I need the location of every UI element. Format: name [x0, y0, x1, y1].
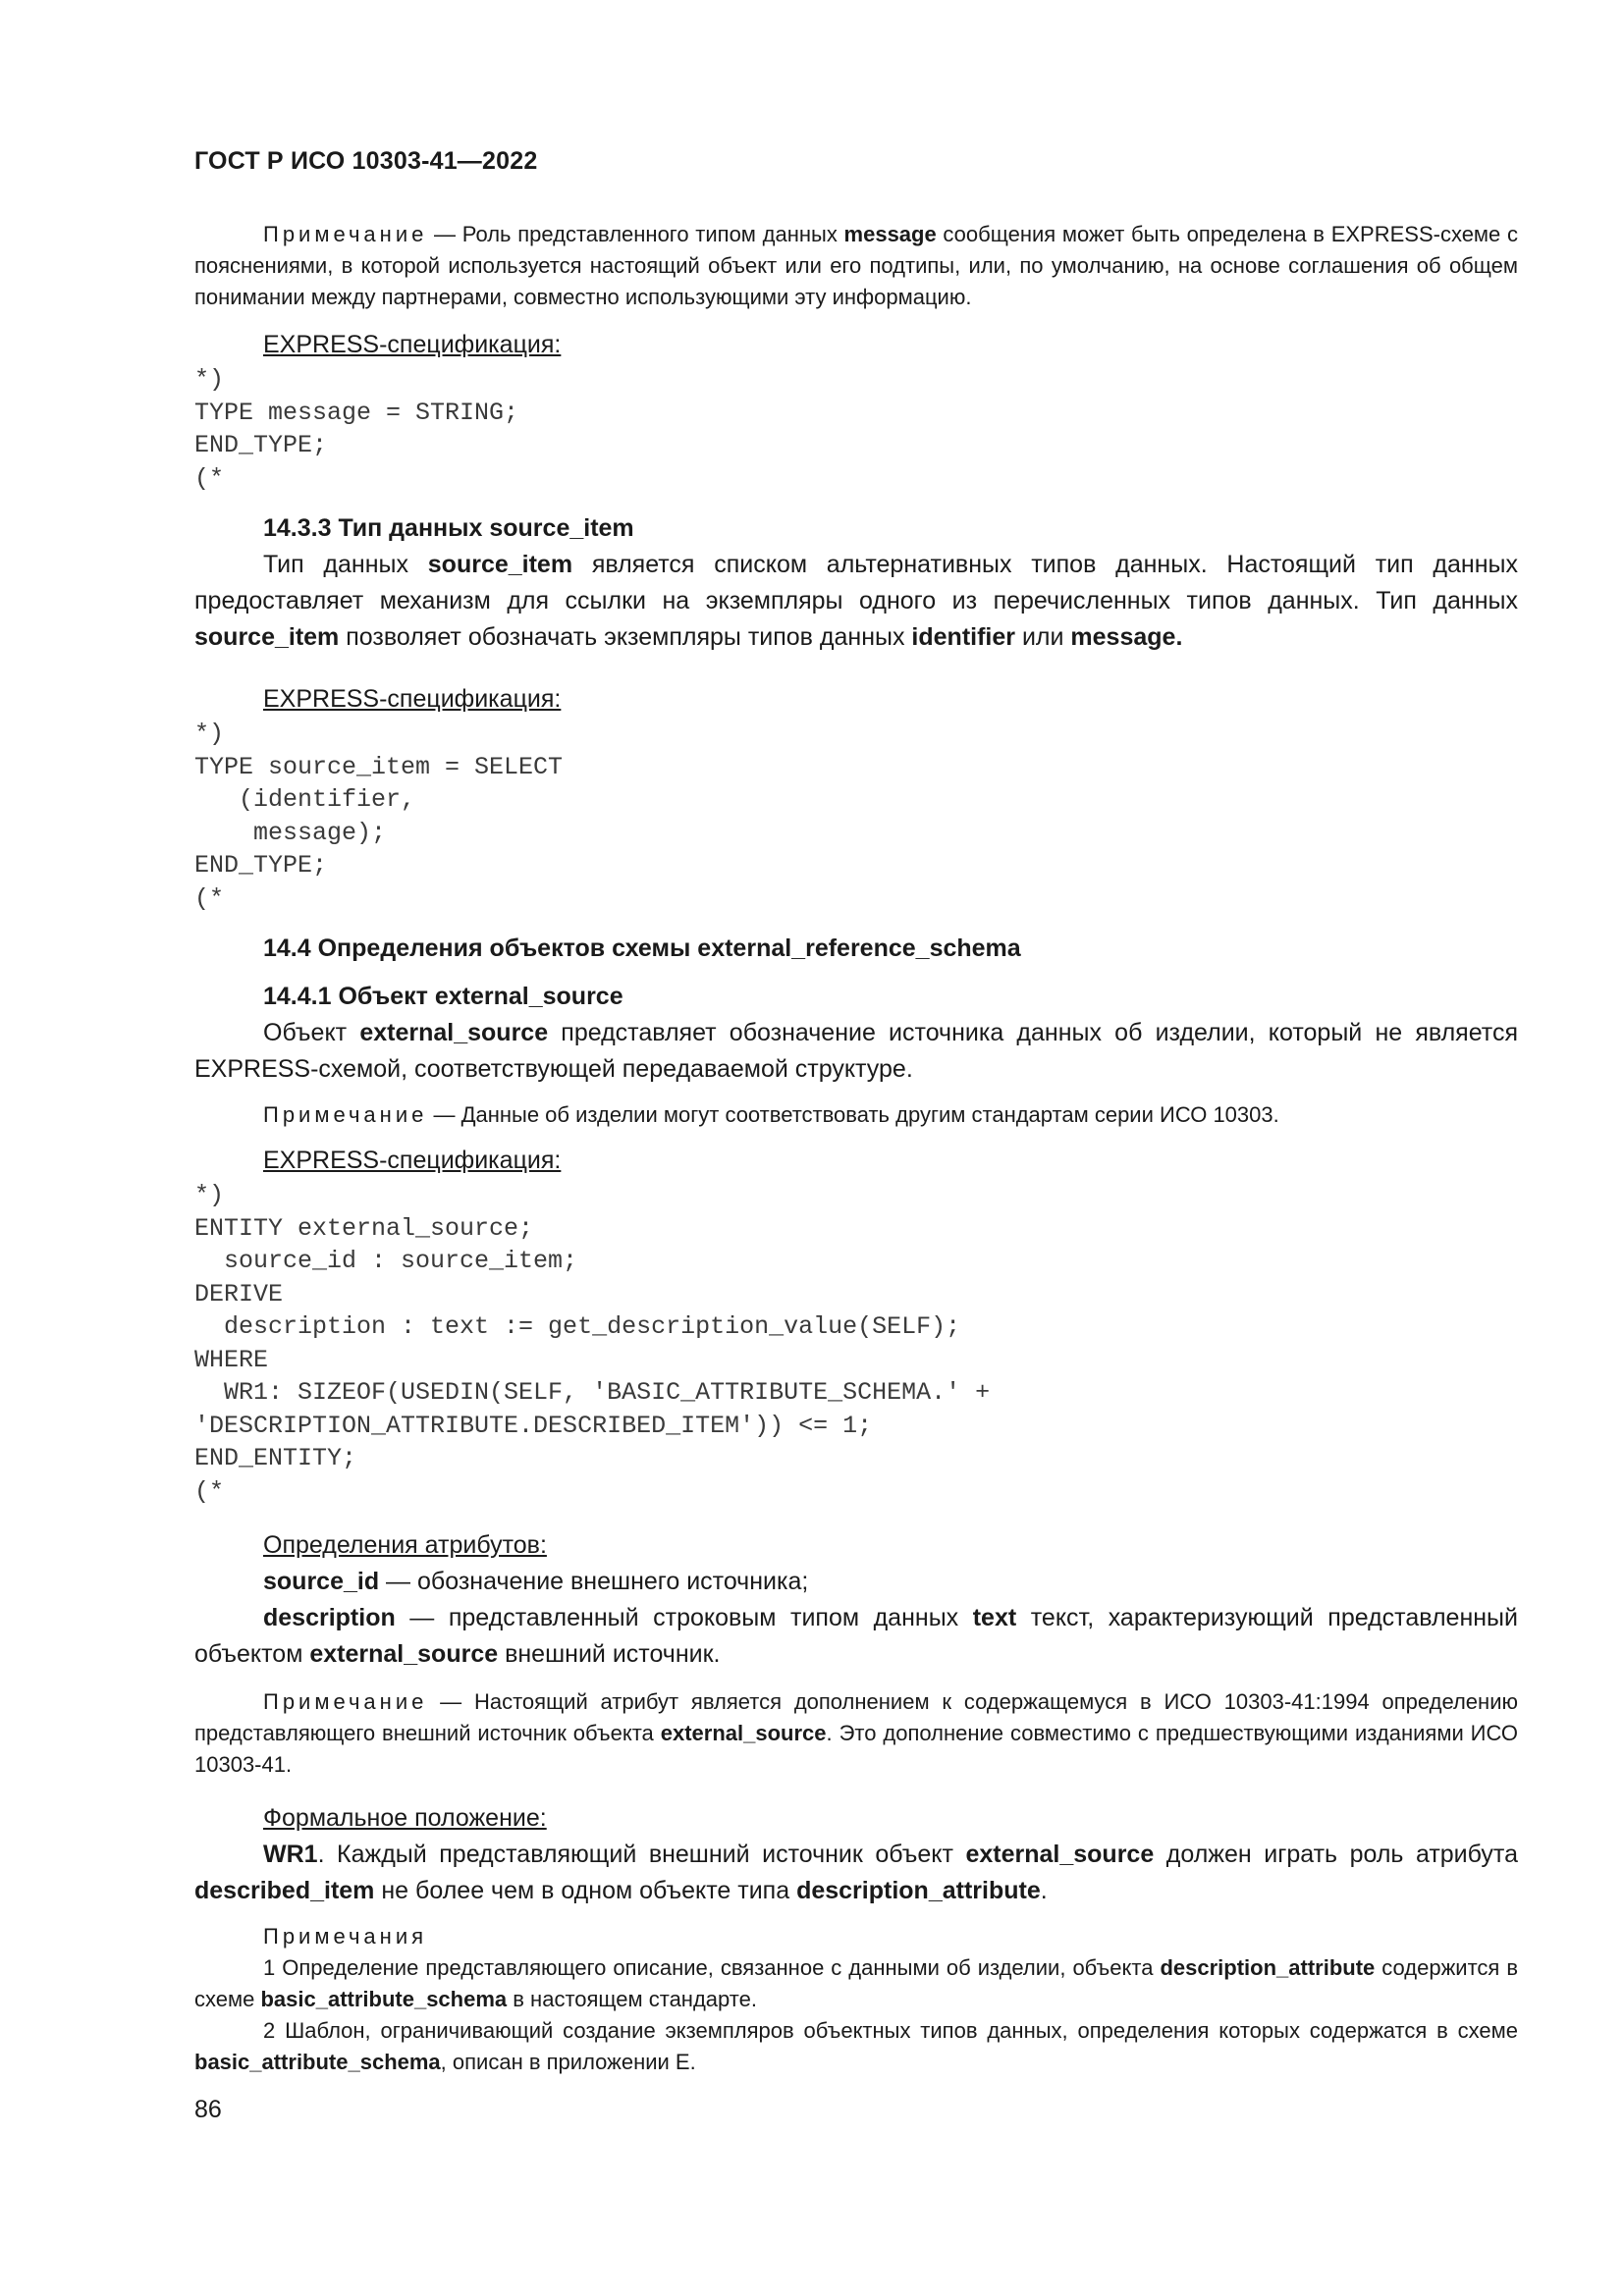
note-attribute: Примечание — Настоящий атрибут является дополнением к содержащемуся в ИСО 10303-41:1994 определению представляющего внешний источник объекта external_source. Это дополнение совместимо с предшествующими изданиями ИСО 10303-41. [194, 1689, 1519, 1777]
section-14-4-1-heading: 14.4.1 Объект external_source [263, 983, 623, 1010]
express-spec-label: EXPRESS-спецификация: [263, 685, 562, 713]
paragraph-source-item: Тип данных source_item является списком альтернативных типов данных. Настоящий тип данных предоставляет механизм для ссылки на экземпляры одного из перечисленных типов данных. Тип данных source_item позволяет обозначать экземпляры типов данных identifier или message. [194, 551, 1518, 651]
express-spec-label: EXPRESS-спецификация: [263, 1147, 562, 1174]
paragraph-external-source: Объект external_source представляет обозначение источника данных об изделии, который не является EXPRESS-схемой, соответствующей передаваемой структуре. [194, 1019, 1519, 1083]
formal-proposition-label: Формальное положение: [263, 1804, 547, 1832]
code-block-source-item: *) TYPE source_item = SELECT (identifier, message); END_TYPE; (* [194, 720, 564, 913]
code-block-external-source: *) ENTITY external_source; source_id : source_item; DERIVE description : text := get_description_value(SELF); WHERE WR1: SIZEOF(USEDIN(SELF, 'BASIC_ATTRIBUTE_SCHEMA.' + 'DESCRIPTION_ATTRIBUTE.DESCRIBED_ITEM')) <= 1; END_ENTITY; (* [194, 1181, 991, 1506]
document-page [194, 147, 1518, 2124]
page-number: 86 [194, 2096, 222, 2123]
attribute-description: description — представленный строковым типом данных text текст, характеризующий представленный объектом external_source внешний источник. [194, 1604, 1518, 1668]
express-spec-label: EXPRESS-спецификация: [263, 331, 562, 358]
note-label: Примечание [263, 222, 428, 246]
notes-item-2: 2 Шаблон, ограничивающий создание экземпляров объектных типов данных, определения которых содержатся в схеме basic_attribute_schema, описан в приложении E. [194, 2018, 1518, 2074]
notes-label: Примечания [263, 1924, 428, 1949]
notes-item-1: 1 Определение представляющего описание, связанное с данными об изделии, объекта description_attribute содержится в схеме basic_attribute_schema в настоящем стандарте. [194, 1955, 1519, 2011]
note-product-data: Примечание — Данные об изделии могут соответствовать другим стандартам серии ИСО 10303. [263, 1102, 1279, 1127]
rule-wr1: WR1. Каждый представляющий внешний источник объект external_source должен играть роль атрибута described_item не более чем в одном объекте типа description_attribute. [194, 1841, 1518, 1904]
code-block-message: *) TYPE message = STRING; END_TYPE; (* [194, 365, 519, 493]
attribute-definitions-label: Определения атрибутов: [263, 1531, 547, 1559]
note-message: Примечание — Роль представленного типом данных message сообщения может быть определена в EXPRESS-схеме с пояснениями, в которой используется настоящий объект или его подтипы, или, по умолчанию, на основе соглашения об общем понимании между партнерами, совместно использующими эту информацию. [194, 222, 1519, 309]
document-header: ГОСТ Р ИСО 10303-41—2022 [194, 147, 538, 175]
section-14-3-3-heading: 14.3.3 Тип данных source_item [263, 514, 634, 542]
attribute-source-id: source_id — обозначение внешнего источника; [263, 1568, 809, 1595]
section-14-4-heading: 14.4 Определения объектов схемы external_reference_schema [263, 934, 1021, 962]
